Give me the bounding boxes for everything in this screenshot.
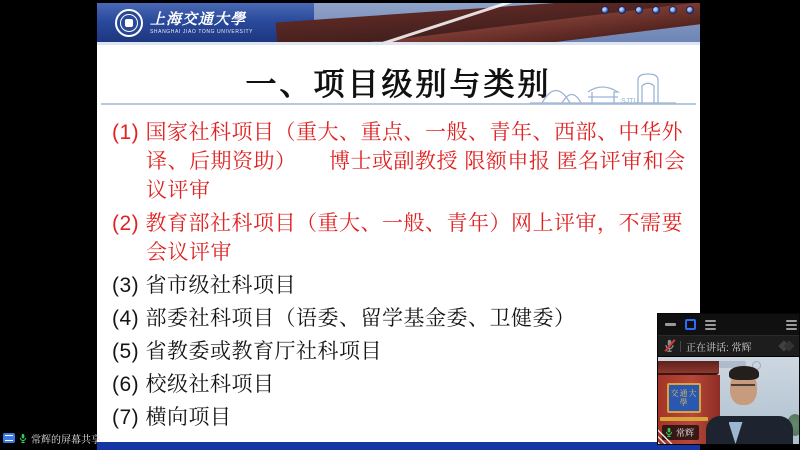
share-label: 常辉的屏幕共享 xyxy=(31,434,101,446)
shared-slide xyxy=(97,3,700,450)
slide-footer-bar xyxy=(97,442,700,450)
participant-name: 常辉 xyxy=(676,428,695,438)
divider xyxy=(680,341,681,352)
deco-sjtu-label: SJTU xyxy=(621,98,639,105)
list-item-6: (6) 校级社科项目 xyxy=(112,373,275,396)
slide-title: 一、项目级别与类别 xyxy=(245,67,552,102)
speaking-status-row xyxy=(658,336,799,357)
microphone-on-icon xyxy=(665,427,673,438)
participant-torso xyxy=(706,416,793,444)
menu-button[interactable] xyxy=(705,320,716,330)
sjtu-logo xyxy=(115,9,253,37)
slide-header-banner xyxy=(97,3,700,45)
list-item-3: (3) 省市级社科项目 xyxy=(112,274,296,297)
university-name-en: SHANGHAI JIAO TONG UNIVERSITY xyxy=(150,28,254,35)
meeting-overlay-panel[interactable] xyxy=(657,313,800,445)
microphone-on-icon xyxy=(19,433,27,444)
menu-button-right[interactable] xyxy=(786,320,797,330)
minimize-button[interactable] xyxy=(665,323,676,326)
list-item-2: (2) 教育部社科项目（重大、一般、青年）网上评审，不需要会议评审 xyxy=(112,212,683,264)
list-item-1: (1) 国家社科项目（重大、重点、一般、青年、西部、中华外译、后期资助） 博士或副教授 限额申报 匿名评审和会议评审 xyxy=(112,121,686,202)
screen-share-icon xyxy=(3,433,15,443)
university-name-zh: 上海交通大學 xyxy=(150,10,247,28)
list-item-5: (5) 省教委或教育厅社科项目 xyxy=(112,340,382,363)
gate-plaque: 交通大學 xyxy=(667,383,701,413)
list-item-7: (7) 横向项目 xyxy=(112,406,232,429)
screen-share-indicator xyxy=(3,430,101,446)
sjtu-seal-icon xyxy=(115,9,143,37)
roof-photo-decoration xyxy=(314,3,700,42)
roof-tile-dots xyxy=(601,6,694,14)
participant-video[interactable] xyxy=(658,357,799,444)
slide-body xyxy=(97,105,700,432)
participant-glasses xyxy=(731,384,755,389)
meeting-watermark-icon xyxy=(780,342,793,350)
participant-hair xyxy=(729,366,759,380)
speaking-label: 正在讲话: 常辉 xyxy=(686,342,752,354)
sjtu-skyline-drawing xyxy=(528,68,678,106)
microphone-muted-icon[interactable] xyxy=(664,339,675,353)
layout-view-button[interactable] xyxy=(685,319,696,330)
list-item-4: (4) 部委社科项目（语委、留学基金委、卫健委） xyxy=(112,307,576,330)
panel-titlebar xyxy=(658,314,799,336)
participant-name-tag xyxy=(662,425,699,440)
